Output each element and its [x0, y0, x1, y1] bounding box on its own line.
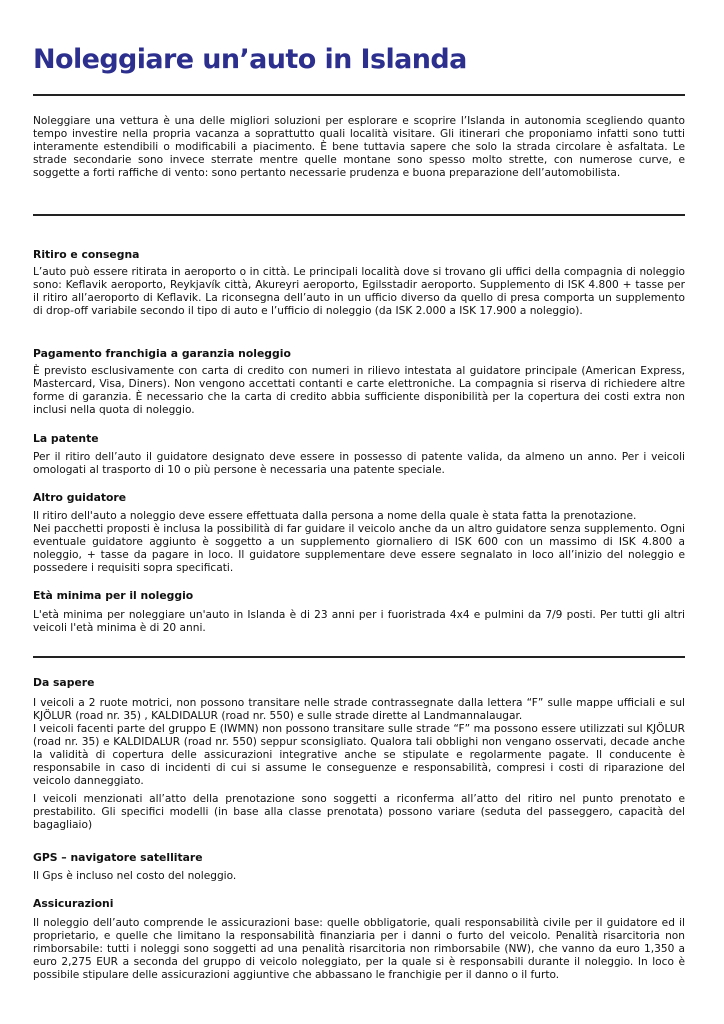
intro-block — [33, 115, 685, 180]
page-title: Noleggiare un’auto in Islanda — [33, 44, 467, 75]
divider — [33, 214, 685, 216]
section-text: I veicoli menzionati all’atto della prenotazione sono soggetti a riconferma all’atto del ritiro nel punto prenotato e prestabilito. Gli specifici modelli (in base alla classe prenotata) possono variare (seduta del passeggero, capacità del bagagliaio) — [33, 793, 685, 831]
section-body-da-sapere — [33, 697, 685, 832]
section-heading-altro-guidatore: Altro guidatore — [33, 491, 127, 504]
divider — [33, 656, 685, 658]
section-text: È previsto esclusivamente con carta di credito con numeri in rilievo intestata al guidatore principale (American Express, Mastercard, Visa, Diners). Non vengono accettati contanti e carte elettroniche. La compagnia si riserva di richiedere altre forme di garanzia. È necessario che la carta di credito abbia sufficiente disponibilità per la copertura dei costi extra non inclusi nella quota di noleggio. — [33, 365, 685, 416]
section-body-eta-minima — [33, 609, 685, 635]
section-text: L’auto può essere ritirata in aeroporto o in città. Le principali località dove si trovano gli uffici della compagnia di noleggio sono: Keflavik aeroporto, Reykjavík città, Akureyri aeroporto, Egilsstadir aeroporto. Supplemento di ISK 4.800 + tasse per il ritiro all’aeroporto di Keflavik. La riconsegna dell’auto in un ufficio diverso da quello di presa comporta un supplemento di drop-off variabile secondo il tipo di auto e l’ufficio di noleggio (da ISK 2.000 a ISK 17.900 a noleggio). — [33, 266, 685, 317]
section-body-pagamento — [33, 365, 685, 417]
section-heading-ritiro: Ritiro e consegna — [33, 248, 140, 261]
section-heading-patente: La patente — [33, 432, 99, 445]
section-heading-pagamento: Pagamento franchigia a garanzia noleggio — [33, 347, 291, 360]
section-heading-da-sapere: Da sapere — [33, 676, 95, 689]
section-text: L'età minima per noleggiare un'auto in Islanda è di 23 anni per i fuoristrada 4x4 e pulmini da 7/9 posti. Per tutti gli altri veicoli l'età minima è di 20 anni. — [33, 609, 685, 634]
intro-paragraph: Noleggiare una vettura è una delle migliori soluzioni per esplorare e scoprire l’Islanda in autonomia scegliendo quanto tempo investire nella propria vacanza a soprattutto quali località visitare. Gli itinerari che proponiamo infatti sono tutti interamente estendibili o modificabili a piacimento. È bene tuttavia sapere che solo la strada circolare è asfaltata. Le strade secondarie sono invece sterrate mentre quelle montane sono spesso molto strette, con numerose curve, e soggette a forti raffiche di vento: sono pertanto necessarie prudenza e buona preparazione dell’automobilista. — [33, 115, 685, 179]
section-text: Per il ritiro dell’auto il guidatore designato deve essere in possesso di patente valida, da almeno un anno. Per i veicoli omologati al trasporto di 10 o più persone è necessaria una patente speciale. — [33, 451, 685, 476]
section-heading-assicurazioni: Assicurazioni — [33, 897, 114, 910]
section-text: Il noleggio dell’auto comprende le assicurazioni base: quelle obbligatorie, quali responsabilità civile per il guidatore ed il proprietario, e quelle che limitano la responsabilità finanziaria per i danni o furto del veicolo. Penalità risarcitoria non rimborsabile: tutti i noleggi sono soggetti ad una penalità risarcitoria non rimborsabile (NW), che vanno da euro 1,350 a euro 2,275 EUR a seconda del gruppo di veicolo noleggiato, per la quale si è responsabili durante il noleggio. In loco è possibile stipulare delle assicurazioni aggiuntive che abbassano le franchigie per il danno o il furto. — [33, 917, 685, 981]
section-heading-gps: GPS – navigatore satellitare — [33, 851, 203, 864]
section-body-gps — [33, 870, 685, 883]
section-text: Il ritiro dell'auto a noleggio deve essere effettuata dalla persona a nome della quale è stata fatta la prenotazione. Nei pacchetti proposti è inclusa la possibilità di far guidare il veicolo anche da un altro guidatore senza supplemento. Ogni eventuale guidatore aggiunto è soggetto a un supplemento giornaliero di ISK 600 con un massimo di ISK 4.800 a noleggio, + tasse da pagare in loco. Il guidatore supplementare deve essere segnalato in loco all’inizio del noleggio e possedere i requisiti sopra specificati. — [33, 510, 685, 574]
section-body-assicurazioni — [33, 917, 685, 982]
section-heading-eta-minima: Età minima per il noleggio — [33, 589, 194, 602]
section-text: I veicoli a 2 ruote motrici, non possono transitare nelle strade contrassegnate dalla lettera “F” sulle mappe ufficiali e sul KJÖLUR (road nr. 35) , KALDIDALUR (road nr. 550) e sulle strade dirette al Landmannalaugar. I veicoli facenti parte del gruppo E (IWMN) non possono transitare sulle strade “F” ma possono essere utilizzati sul KJÖLUR (road nr. 35) e KALDIDALUR (road nr. 550) seppur sconsigliato. Qualora tali obblighi non vengano osservati, decade anche la validità di copertura delle assicurazioni integrative anche se stipulate e regolarmente pagate. Il conducente è responsabile in caso di incidenti di cui si assume le conseguenze e responsabilità, compresi i costi di riparazione del veicolo danneggiato. — [33, 697, 685, 787]
section-body-patente — [33, 451, 685, 477]
divider — [33, 94, 685, 96]
section-text: Il Gps è incluso nel costo del noleggio. — [33, 870, 237, 882]
section-body-altro-guidatore — [33, 510, 685, 575]
section-body-ritiro — [33, 266, 685, 318]
